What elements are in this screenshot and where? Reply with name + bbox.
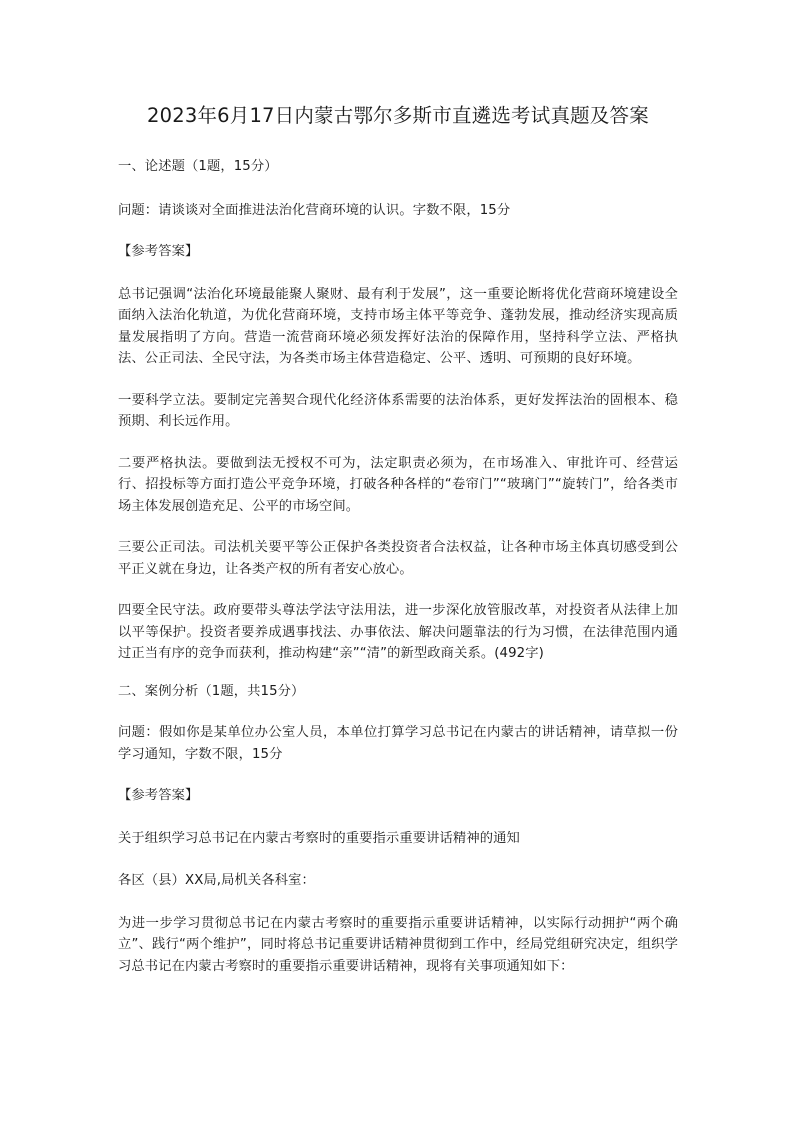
answer-intro-paragraph: 总书记强调“法治化环境最能聚人聚财、最有利于发展”，这一重要论断将优化营商环境建设全面纳入法治化轨道，为优化营商环境，支持市场主体平等竞争、蓬勃发展，推动经济实现高质量发展指明了方向。营造一流营商环境必须发挥好法治的保障作用，坚持科学立法、严格执法、公正司法、全民守法，为各类市场主体营造稳定、公平、透明、可预期的良好环境。 xyxy=(118,286,678,366)
essay-question: 问题：请谈谈对全面推进法治化营商环境的认识。字数不限，15分 xyxy=(118,202,511,218)
case-question: 问题：假如你是某单位办公室人员，本单位打算学习总书记在内蒙古的讲话精神，请草拟一份学习通知，字数不限，15分 xyxy=(118,725,678,762)
notice-title: 关于组织学习总书记在内蒙古考察时的重要指示重要讲话精神的通知 xyxy=(118,830,520,846)
notice-salutation: 各区（县）XX局,局机关各科室： xyxy=(118,873,315,888)
answer-point-judiciary: 三要公正司法。司法机关要平等公正保护各类投资者合法权益，让各种市场主体真切感受到公平正义就在身边，让各类产权的所有者安心放心。 xyxy=(118,540,678,577)
reference-answer-label-2: 【参考答案】 xyxy=(118,788,199,803)
document-page xyxy=(118,100,678,997)
reference-answer-label-1: 【参考答案】 xyxy=(118,244,199,259)
answer-point-legislation: 一要科学立法。要制定完善契合现代化经济体系需要的法治体系，更好发挥法治的固根本、稳预期、利长远作用。 xyxy=(118,392,678,429)
answer-point-compliance: 四要全民守法。政府要带头尊法学法守法用法，进一步深化放管服改革，对投资者从法律上加以平等保护。投资者要养成遇事找法、办事依法、解决问题靠法的行为习惯，在法律范围内通过正当有序的竞争而获利，推动构建“亲”“清”的新型政商关系。(492字) xyxy=(118,603,678,661)
section-heading-essay: 一、论述题（1题，15分） xyxy=(118,159,278,174)
document-title: 2023年6月17日内蒙古鄂尔多斯市直遴选考试真题及答案 xyxy=(147,104,649,127)
answer-point-enforcement: 二要严格执法。要做到法无授权不可为，法定职责必须为，在市场准入、审批许可、经营运行、招投标等方面打造公平竞争环境，打破各种各样的“卷帘门”“玻璃门”“旋转门”，给各类市场主体发展创造充足、公平的市场空间。 xyxy=(118,455,678,514)
section-heading-case: 二、案例分析（1题，共15分） xyxy=(118,683,305,699)
notice-body-paragraph: 为进一步学习贯彻总书记在内蒙古考察时的重要指示重要讲话精神，以实际行动拥护“两个确立”、践行“两个维护”，同时将总书记重要讲话精神贯彻到工作中，经局党组研究决定，组织学习总书记在内蒙古考察时的重要指示重要讲话精神，现将有关事项通知如下： xyxy=(118,915,678,974)
